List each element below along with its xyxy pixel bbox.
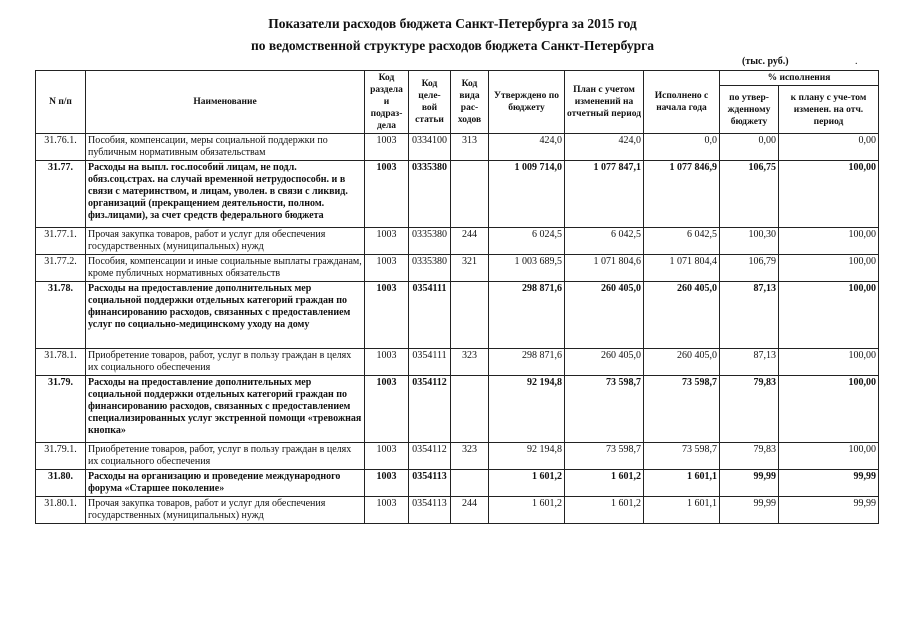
row-executed: 260 405,0 <box>644 349 720 376</box>
header-type: Код вида рас-ходов <box>451 71 489 134</box>
row-executed: 1 601,1 <box>644 470 720 497</box>
header-plan: План с учетом изменений на отчетный период <box>565 71 644 134</box>
row-plan: 424,0 <box>565 134 644 161</box>
row-plan: 1 071 804,6 <box>565 255 644 282</box>
row-num: 31.80. <box>36 470 86 497</box>
row-approved: 424,0 <box>489 134 565 161</box>
row-pct-plan: 0,00 <box>779 134 879 161</box>
row-name: Расходы на предоставление дополнительных мер социальной поддержки отдельных категорий граждан по финансированию расходов, связанных с предоставлением специализированных услуг экстренной помощи «тревожная кнопка» <box>86 376 365 443</box>
table-row <box>36 470 879 497</box>
row-name: Расходы на предоставление дополнительных мер социальной поддержки отдельных категорий граждан по финансированию расходов, связанных с предоставлением услуг по социально-медицинскому уходу на дому <box>86 282 365 349</box>
row-target: 0335380 <box>409 228 451 255</box>
row-type: 313 <box>451 134 489 161</box>
row-section: 1003 <box>365 349 409 376</box>
table-row <box>36 228 879 255</box>
row-plan: 260 405,0 <box>565 282 644 349</box>
header-executed: Исполнено с начала года <box>644 71 720 134</box>
row-name: Расходы на организацию и проведение международного форума «Старшее поколение» <box>86 470 365 497</box>
row-approved: 298 871,6 <box>489 282 565 349</box>
row-num: 31.77.1. <box>36 228 86 255</box>
row-num: 31.79.1. <box>36 443 86 470</box>
row-approved: 1 601,2 <box>489 470 565 497</box>
row-section: 1003 <box>365 497 409 524</box>
row-target: 0354112 <box>409 376 451 443</box>
row-type <box>451 470 489 497</box>
row-approved: 92 194,8 <box>489 376 565 443</box>
table-row <box>36 161 879 228</box>
row-section: 1003 <box>365 134 409 161</box>
row-pct-plan: 99,99 <box>779 497 879 524</box>
header-target: Код целе-вой статьи <box>409 71 451 134</box>
row-type: 244 <box>451 497 489 524</box>
row-num: 31.77. <box>36 161 86 228</box>
row-section: 1003 <box>365 161 409 228</box>
row-executed: 6 042,5 <box>644 228 720 255</box>
row-pct-approved: 79,83 <box>720 443 779 470</box>
table-row <box>36 497 879 524</box>
header-pct-group: % исполнения <box>720 71 879 86</box>
row-type: 323 <box>451 443 489 470</box>
row-num: 31.78. <box>36 282 86 349</box>
row-pct-plan: 100,00 <box>779 161 879 228</box>
row-name: Пособия, компенсации, меры социальной поддержки по публичным нормативным обязательствам <box>86 134 365 161</box>
row-executed: 1 601,1 <box>644 497 720 524</box>
row-executed: 1 071 804,4 <box>644 255 720 282</box>
row-num: 31.77.2. <box>36 255 86 282</box>
row-name: Приобретение товаров, работ, услуг в пользу граждан в целях их социального обеспечения <box>86 443 365 470</box>
row-target: 0354111 <box>409 349 451 376</box>
table-row <box>36 376 879 443</box>
header-num: N п/п <box>36 71 86 134</box>
row-section: 1003 <box>365 443 409 470</box>
row-num: 31.78.1. <box>36 349 86 376</box>
row-name: Расходы на выпл. гос.пособий лицам, не подл. обяз.соц.страх. на случай временной нетрудоспособн. и в связи с материнством, и лицам, уволен. в связи с ликвид. организаций (прекращением деятельности, полном. физ.лицами), за счет средств федерального бюджета <box>86 161 365 228</box>
row-section: 1003 <box>365 470 409 497</box>
table-body <box>36 134 879 524</box>
table-row <box>36 349 879 376</box>
report-title-line1: Показатели расходов бюджета Санкт-Петербурга за 2015 год <box>268 16 637 31</box>
units-label: (тыс. руб.) <box>742 56 789 67</box>
row-section: 1003 <box>365 228 409 255</box>
row-target: 0354111 <box>409 282 451 349</box>
row-type: 244 <box>451 228 489 255</box>
row-pct-approved: 106,75 <box>720 161 779 228</box>
row-pct-approved: 99,99 <box>720 470 779 497</box>
row-target: 0354113 <box>409 497 451 524</box>
row-pct-plan: 100,00 <box>779 349 879 376</box>
row-target: 0334100 <box>409 134 451 161</box>
row-approved: 92 194,8 <box>489 443 565 470</box>
row-approved: 6 024,5 <box>489 228 565 255</box>
row-executed: 73 598,7 <box>644 376 720 443</box>
row-plan: 73 598,7 <box>565 443 644 470</box>
row-plan: 1 077 847,1 <box>565 161 644 228</box>
row-type: 323 <box>451 349 489 376</box>
header-section: Код раздела и подраз-дела <box>365 71 409 134</box>
row-approved: 298 871,6 <box>489 349 565 376</box>
row-plan: 260 405,0 <box>565 349 644 376</box>
row-type: 321 <box>451 255 489 282</box>
report-title-line2: по ведомственной структуре расходов бюджета Санкт-Петербурга <box>250 38 655 53</box>
row-pct-approved: 87,13 <box>720 349 779 376</box>
row-type <box>451 282 489 349</box>
row-plan: 6 042,5 <box>565 228 644 255</box>
row-executed: 0,0 <box>644 134 720 161</box>
row-section: 1003 <box>365 255 409 282</box>
row-type <box>451 376 489 443</box>
header-name: Наименование <box>86 71 365 134</box>
row-section: 1003 <box>365 376 409 443</box>
row-target: 0335380 <box>409 255 451 282</box>
budget-table <box>35 70 879 524</box>
row-pct-approved: 100,30 <box>720 228 779 255</box>
header-approved: Утверждено по бюджету <box>489 71 565 134</box>
row-pct-plan: 99,99 <box>779 470 879 497</box>
header-pct-plan: к плану с уче-том изменен. на отч. период <box>779 86 879 134</box>
row-target: 0354112 <box>409 443 451 470</box>
row-num: 31.79. <box>36 376 86 443</box>
row-pct-approved: 87,13 <box>720 282 779 349</box>
row-executed: 73 598,7 <box>644 443 720 470</box>
row-approved: 1 003 689,5 <box>489 255 565 282</box>
row-pct-plan: 100,00 <box>779 282 879 349</box>
row-name: Прочая закупка товаров, работ и услуг для обеспечения государственных (муниципальных) нужд <box>86 228 365 255</box>
row-name: Пособия, компенсации и иные социальные выплаты гражданам, кроме публичных нормативных обязательств <box>86 255 365 282</box>
table-row <box>36 282 879 349</box>
row-plan: 73 598,7 <box>565 376 644 443</box>
row-approved: 1 601,2 <box>489 497 565 524</box>
row-name: Прочая закупка товаров, работ и услуг для обеспечения государственных (муниципальных) нужд <box>86 497 365 524</box>
table-row <box>36 134 879 161</box>
row-section: 1003 <box>365 282 409 349</box>
row-plan: 1 601,2 <box>565 470 644 497</box>
row-name: Приобретение товаров, работ, услуг в пользу граждан в целях их социального обеспечения <box>86 349 365 376</box>
row-executed: 1 077 846,9 <box>644 161 720 228</box>
row-type <box>451 161 489 228</box>
row-pct-plan: 100,00 <box>779 376 879 443</box>
table-row <box>36 255 879 282</box>
row-pct-approved: 106,79 <box>720 255 779 282</box>
row-target: 0335380 <box>409 161 451 228</box>
row-pct-plan: 100,00 <box>779 255 879 282</box>
table-row <box>36 443 879 470</box>
row-target: 0354113 <box>409 470 451 497</box>
row-pct-approved: 0,00 <box>720 134 779 161</box>
header-pct-approved: по утвер-жденному бюджету <box>720 86 779 134</box>
row-pct-approved: 79,83 <box>720 376 779 443</box>
row-pct-approved: 99,99 <box>720 497 779 524</box>
row-plan: 1 601,2 <box>565 497 644 524</box>
units-dot: . <box>855 56 858 67</box>
row-pct-plan: 100,00 <box>779 228 879 255</box>
row-pct-plan: 100,00 <box>779 443 879 470</box>
row-executed: 260 405,0 <box>644 282 720 349</box>
row-num: 31.80.1. <box>36 497 86 524</box>
row-num: 31.76.1. <box>36 134 86 161</box>
row-approved: 1 009 714,0 <box>489 161 565 228</box>
